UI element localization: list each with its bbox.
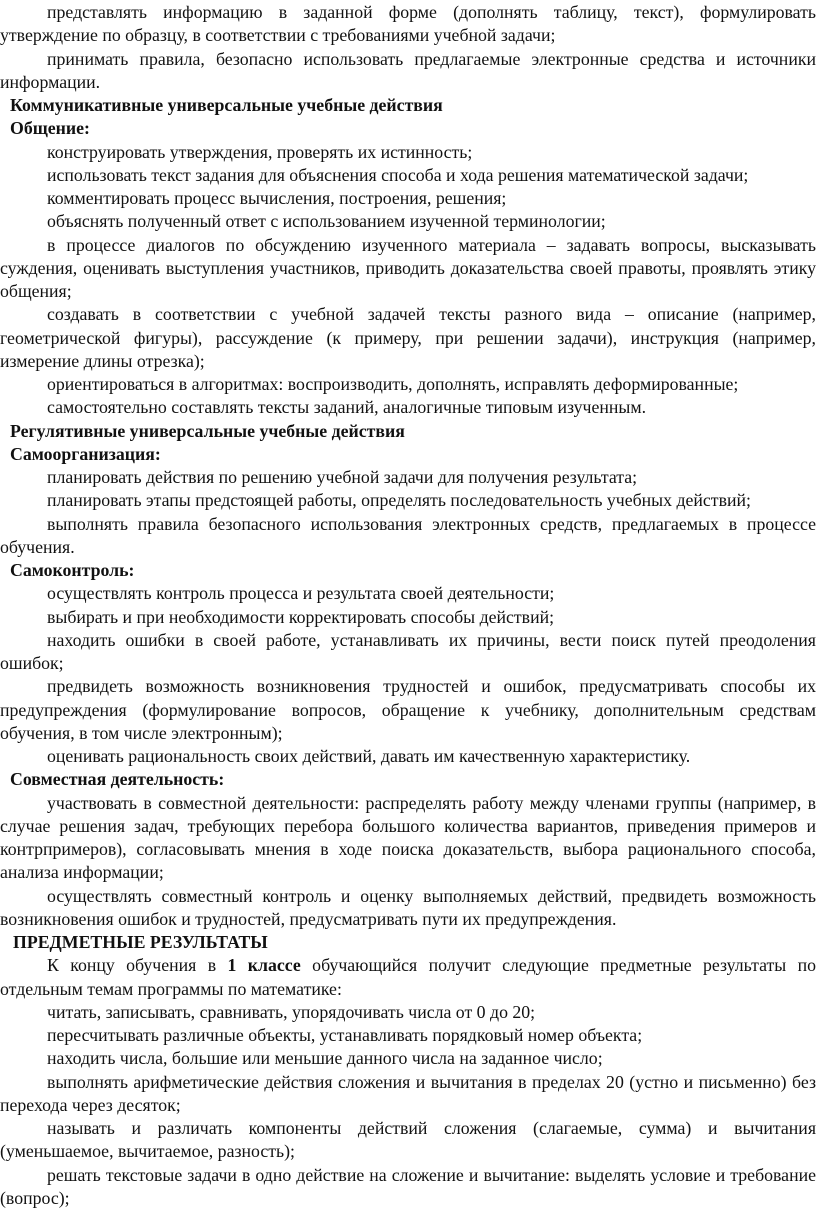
paragraph: комментировать процесс вычисления, построения, решения; xyxy=(47,188,507,208)
section-heading-subject-results: ПРЕДМЕТНЫЕ РЕЗУЛЬТАТЫ xyxy=(13,932,268,952)
paragraph: объяснять полученный ответ с использованием изученной терминологии; xyxy=(47,211,606,232)
paragraph: конструировать утверждения, проверять их истинность; xyxy=(47,141,473,162)
paragraph: использовать текст задания для объяснения способа и хода решения математической задачи; xyxy=(47,164,749,185)
paragraph: находить ошибки в своей работе, устанавливать их причины, вести поиск путей преодоления ошибок; xyxy=(0,629,816,673)
paragraph: принимать правила, безопасно использовать предлагаемые электронные средства и источники информации. xyxy=(0,48,816,92)
paragraph: осуществлять контроль процесса и результата своей деятельности; xyxy=(47,583,555,604)
paragraph: выполнять арифметические действия сложения и вычитания в пределах 20 (устно и письменно) без перехода через десяток; xyxy=(0,1071,816,1115)
paragraph: находить числа, большие или меньшие данного числа на заданное число; xyxy=(47,1048,603,1069)
paragraph: предвидеть возможность возникновения трудностей и ошибок, предусматривать способы их предупреждения (формулирование вопросов, обращение к учебнику, дополнительным средствам обучения, в том числе электронным); xyxy=(0,676,816,743)
paragraph: выполнять правила безопасного использования электронных средств, предлагаемых в процессе обучения. xyxy=(0,513,816,557)
paragraph: осуществлять совместный контроль и оценку выполняемых действий, предвидеть возможность возникновения ошибок и трудностей, предусматривать пути их предупреждения. xyxy=(0,885,816,929)
paragraph: планировать этапы предстоящей работы, определять последовательность учебных действий; xyxy=(47,490,751,511)
paragraph: называть и различать компоненты действий сложения (слагаемые, сумма) и вычитания (уменьшаемое, вычитаемое, разность); xyxy=(0,1118,816,1162)
intro-text-before: К концу обучения в xyxy=(47,955,228,976)
paragraph: пересчитывать различные объекты, устанавливать порядковый номер объекта; xyxy=(47,1025,643,1045)
paragraph: ориентироваться в алгоритмах: воспроизводить, дополнять, исправлять деформированные; xyxy=(47,374,739,394)
paragraph-intro xyxy=(0,954,816,1001)
subsection-heading: Общение: xyxy=(10,118,90,139)
paragraph: представлять информацию в заданной форме (дополнять таблицу, текст), формулировать утверждение по образцу, в соответствии с требованиями учебной задачи; xyxy=(0,2,816,46)
subsection-heading: Совместная деятельность: xyxy=(10,769,225,790)
subsection-heading: Самоорганизация: xyxy=(10,443,161,464)
paragraph: участвовать в совместной деятельности: распределять работу между членами группы (например, в случае решения задач, требующих перебора большого количества вариантов, приведения примеров и контрпримеров), согласовывать мнения в ходе поиска доказательств, выбора рационального способа, анализа информации; xyxy=(0,792,816,883)
section-heading: Коммуникативные универсальные учебные действия xyxy=(10,95,443,115)
paragraph: создавать в соответствии с учебной задачей тексты разного вида – описание (например, геометрической фигуры), рассуждение (к примеру, при решении задачи), инструкция (например, измерение длины отрезка); xyxy=(0,304,816,371)
section-heading: Регулятивные универсальные учебные действия xyxy=(10,420,405,441)
paragraph: в процессе диалогов по обсуждению изученного материала – задавать вопросы, высказывать суждения, оценивать выступления участников, приводить доказательства своей правоты, проявлять этику общения; xyxy=(0,234,816,301)
paragraph: планировать действия по решению учебной задачи для получения результата; xyxy=(47,467,638,487)
subsection-heading: Самоконтроль: xyxy=(10,560,135,580)
paragraph: читать, записывать, сравнивать, упорядочивать числа от 0 до 20; xyxy=(47,1001,536,1022)
paragraph: выбирать и при необходимости корректировать способы действий; xyxy=(47,606,555,627)
intro-text-after: обучающийся получит следующие предметные результаты по отдельным темам программы по математике: xyxy=(0,955,816,999)
paragraph: решать текстовые задачи в одно действие на сложение и вычитание: выделять условие и требование (вопрос); xyxy=(0,1164,816,1208)
paragraph: оценивать рациональность своих действий, давать им качественную характеристику. xyxy=(47,746,691,766)
paragraph: самостоятельно составлять тексты заданий, аналогичные типовым изученным. xyxy=(47,397,647,418)
intro-grade-bold: 1 классе xyxy=(227,955,301,976)
